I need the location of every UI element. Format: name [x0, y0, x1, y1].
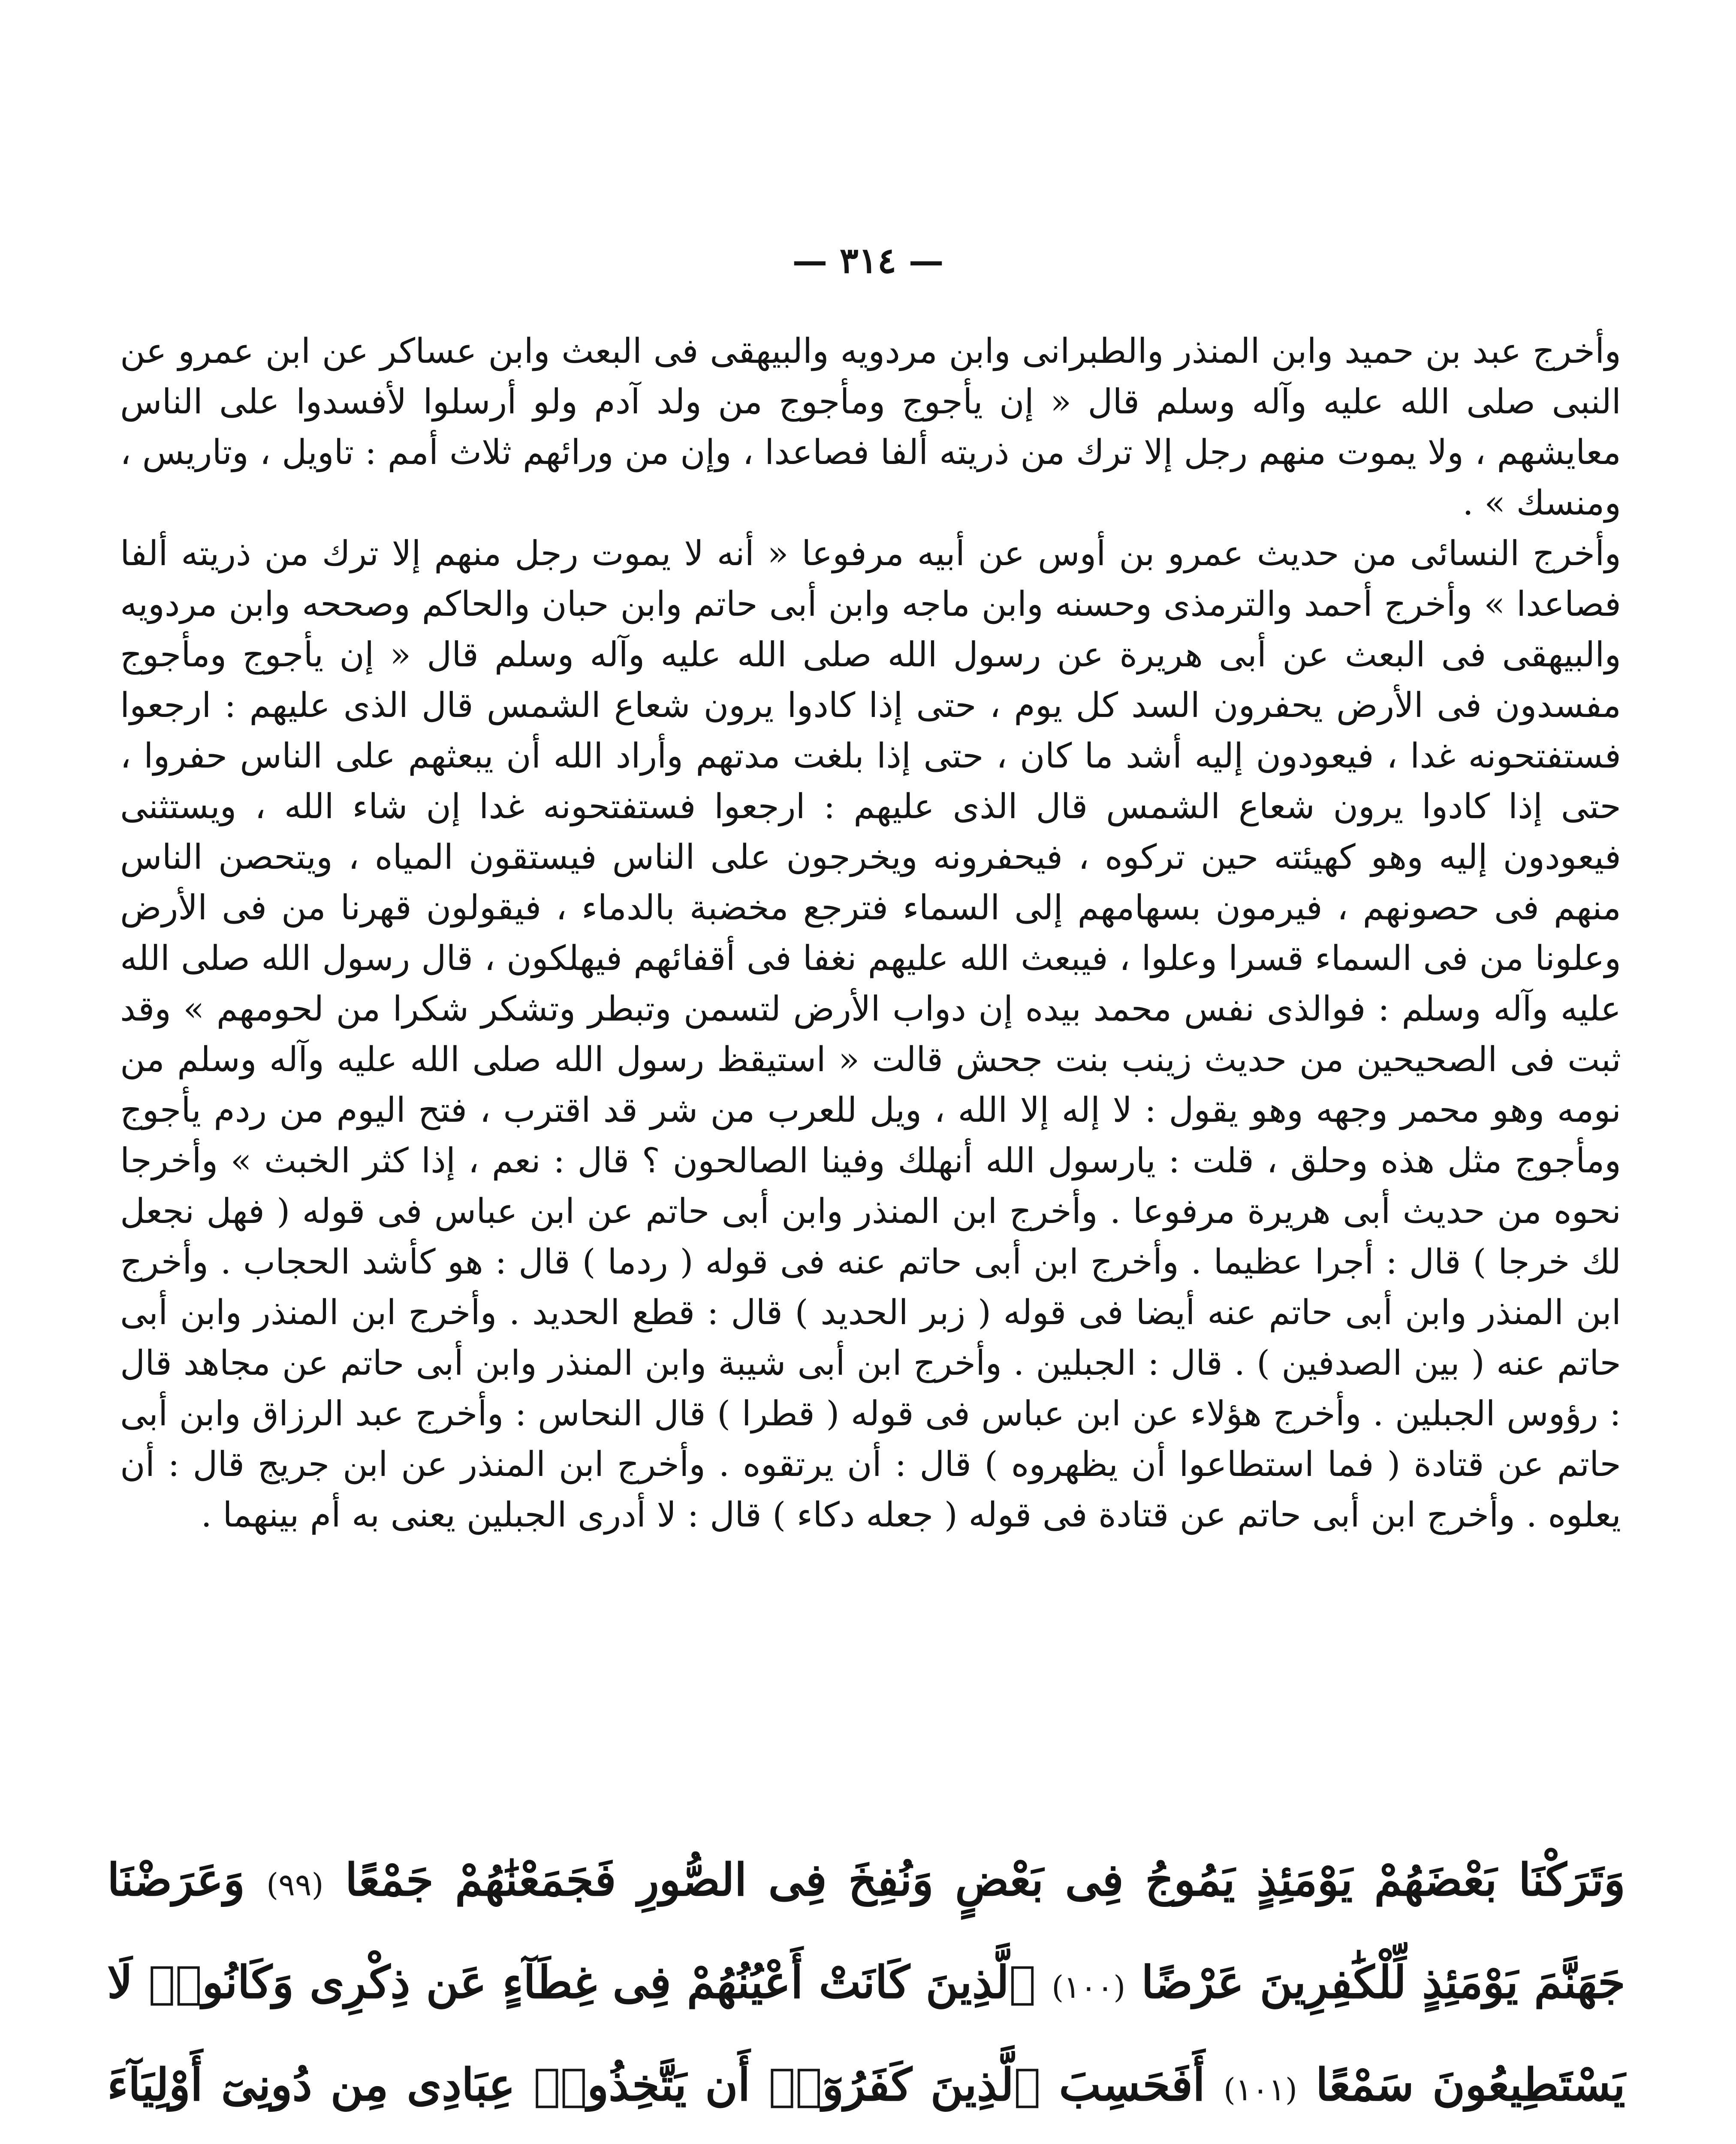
- verse-number: (٩٩): [266, 1867, 324, 1903]
- verse-text: وَعَرَضْنَا جَهَنَّمَ يَوْمَئِذٍ لِّلْكَٰفِرِينَ عَرْضًا: [107, 1853, 1625, 2008]
- verse-number: (١٠٠): [1052, 1969, 1126, 2005]
- verse-number: (١٠١): [1223, 2072, 1298, 2108]
- quran-verses: [107, 1831, 1625, 2144]
- verse-text: ٱلَّذِينَ كَانَتْ أَعْيُنُهُمْ فِى غِطَآءٍ عَن ذِكْرِى وَكَانُوا۟ لَا يَسْتَطِيعُونَ سَمْعًا: [107, 1956, 1625, 2111]
- commentary-paragraph: وأخرج النسائى من حديث عمرو بن أوس عن أبيه مرفوعا « أنه لا يموت رجل منهم إلا ترك من ذريته ألفا فصاعدا » وأخرج أحمد والترمذى وحسنه وابن ماجه وابن أبى حاتم وابن حبان والحاكم وصححه وابن مردويه والبيهقى فى البعث عن أبى هريرة عن رسول الله صلى الله عليه وآله وسلم قال « إن يأجوج ومأجوج مفسدون فى الأرض يحفرون السد كل يوم ، حتى إذا كادوا يرون شعاع الشمس قال الذى عليهم : ارجعوا فستفتحونه غدا ، فيعودون إليه أشد ما كان ، حتى إذا بلغت مدتهم وأراد الله أن يبعثهم على الناس حفروا ، حتى إذا كادوا يرون شعاع الشمس قال الذى عليهم : ارجعوا فستفتحونه غدا إن شاء الله ، ويستثنى فيعودون إليه وهو كهيئته حين تركوه ، فيحفرونه ويخرجون على الناس فيستقون المياه ، ويتحصن الناس منهم فى حصونهم ، فيرمون بسهامهم إلى السماء فترجع مخضبة بالدماء ، فيقولون قهرنا من فى الأرض وعلونا من فى السماء قسرا وعلوا ، فيبعث الله عليهم نغفا فى أقفائهم فيهلكون ، قال رسول الله صلى الله عليه وآله وسلم : فوالذى نفس محمد بيده إن دواب الأرض لتسمن وتبطر وتشكر شكرا من لحومهم » وقد ثبت فى الصحيحين من حديث زينب بنت جحش قالت « استيقظ رسول الله صلى الله عليه وآله وسلم من نومه وهو محمر وجهه وهو يقول : لا إله إلا الله ، ويل للعرب من شر قد اقترب ، فتح اليوم من ردم يأجوج ومأجوج مثل هذه وحلق ، قلت : يارسول الله أنهلك وفينا الصالحون ؟ قال : نعم ، إذا كثر الخبث » وأخرجا نحوه من حديث أبى هريرة مرفوعا . وأخرج ابن المنذر وابن أبى حاتم عن ابن عباس فى قوله ( فهل نجعل لك خرجا ) قال : أجرا عظيما . وأخرج ابن أبى حاتم عنه فى قوله ( ردما ) قال : هو كأشد الحجاب . وأخرج ابن المنذر وابن أبى حاتم عنه أيضا فى قوله ( زبر الحديد ) قال : قطع الحديد . وأخرج ابن المنذر وابن أبى حاتم عنه ( بين الصدفين ) . قال : الجبلين . وأخرج ابن أبى شيبة وابن المنذر وابن أبى حاتم عن مجاهد قال : رؤوس الجبلين . وأخرج هؤلاء عن ابن عباس فى قوله ( قطرا ) قال النحاس : وأخرج عبد الرزاق وابن أبى حاتم عن قتادة ( فما استطاعوا أن يظهروه ) قال : أن يرتقوه . وأخرج ابن المنذر عن ابن جريج قال : أن يعلوه . وأخرج ابن أبى حاتم عن قتادة فى قوله ( جعله دكاء ) قال : لا أدرى الجبلين يعنى به أم بينهما .: [120, 533, 1621, 1535]
- commentary-text: [120, 326, 1621, 1540]
- verse-text: أَفَحَسِبَ ٱلَّذِينَ كَفَرُوٓا۟ أَن يَتَّخِذُوا۟ عِبَادِى مِن دُونِىٓ أَوْلِيَآءَ: [107, 2058, 1205, 2111]
- page-number: — ٣١٤ —: [792, 240, 944, 281]
- verse-text: وَتَرَكْنَا بَعْضَهُمْ يَوْمَئِذٍ يَمُوجُ فِى بَعْضٍ وَنُفِخَ فِى الصُّورِ فَجَمَعْنَٰهُمْ جَمْعًا: [345, 1853, 1625, 1906]
- commentary-paragraph: وأخرج عبد بن حميد وابن المنذر والطبرانى وابن مردويه والبيهقى فى البعث وابن عساكر عن ابن عمرو عن النبى صلى الله عليه وآله وسلم قال « إن يأجوج ومأجوج من ولد آدم ولو أرسلوا لأفسدوا على الناس معايشهم ، ولا يموت منهم رجل إلا ترك من ذريته ألفا فصاعدا ، وإن من ورائهم ثلاث أمم : تاويل ، وتاريس ، ومنسك » .: [120, 331, 1621, 523]
